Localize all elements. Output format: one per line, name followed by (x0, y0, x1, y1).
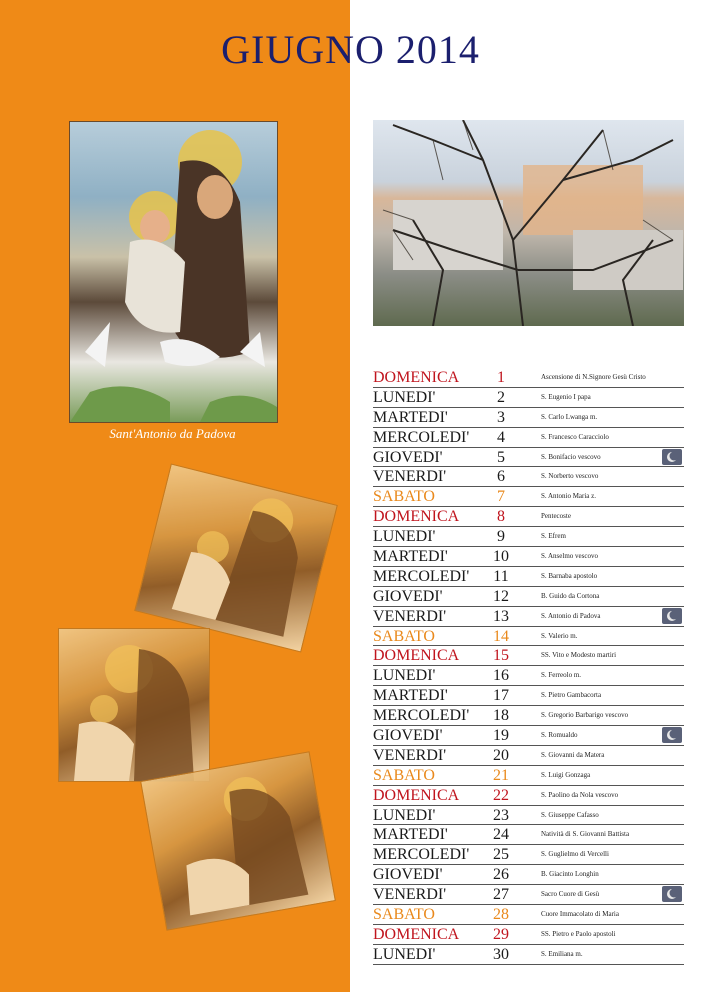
weekday-name: SABATO (373, 627, 435, 645)
saint-name: S. Gregorio Barbarigo vescovo (541, 711, 629, 720)
weekday-name: VENERDI' (373, 468, 447, 486)
calendar-row (373, 448, 684, 468)
saint-name: Pentecoste (541, 512, 571, 521)
weekday-name: LUNEDI' (373, 667, 436, 685)
calendar-row (373, 368, 684, 388)
calendar-row (373, 627, 684, 647)
saint-name: B. Giacinto Longhin (541, 870, 599, 879)
weekday-name: MARTEDI' (373, 687, 448, 705)
weekday-name: DOMENICA (373, 647, 460, 665)
weekday-name: LUNEDI' (373, 806, 436, 824)
calendar-row (373, 527, 684, 547)
calendar-row (373, 607, 684, 627)
saint-name: S. Bonifacio vescovo (541, 452, 601, 461)
day-number: 22 (493, 786, 509, 804)
weekday-name: MARTEDI' (373, 826, 448, 844)
day-number: 17 (493, 687, 509, 705)
weekday-name: SABATO (373, 906, 435, 924)
calendar-row (373, 428, 684, 448)
day-number: 26 (493, 866, 509, 884)
saint-name: S. Eugenio I papa (541, 392, 591, 401)
weekday-name: LUNEDI' (373, 945, 436, 963)
saint-name: S. Francesco Caracciolo (541, 432, 609, 441)
day-number: 29 (493, 925, 509, 943)
saint-name: S. Emiliana m. (541, 949, 583, 958)
calendar-row (373, 408, 684, 428)
day-number: 18 (493, 707, 509, 725)
saint-name: B. Guido da Cortona (541, 591, 600, 600)
calendar-row (373, 686, 684, 706)
town-photo (373, 120, 684, 326)
saint-name: S. Pietro Gambacorta (541, 691, 602, 700)
moon-icon (662, 449, 682, 465)
weekday-name: GIOVEDI' (373, 587, 443, 605)
moon-icon (662, 608, 682, 624)
saint-name: S. Luigi Gonzaga (541, 770, 591, 779)
day-number: 19 (493, 727, 509, 745)
calendar-row (373, 547, 684, 567)
day-number: 27 (493, 886, 509, 904)
weekday-name: GIOVEDI' (373, 866, 443, 884)
saint-name: S. Ferreolo m. (541, 671, 582, 680)
calendar-row (373, 905, 684, 925)
weekday-name: GIOVEDI' (373, 727, 443, 745)
weekday-name: VENERDI' (373, 746, 447, 764)
painting-artwork (70, 122, 277, 422)
saint-name: S. Giuseppe Cafasso (541, 810, 599, 819)
calendar-row (373, 388, 684, 408)
collage-tile-3 (140, 751, 336, 931)
day-number: 23 (493, 806, 509, 824)
calendar-row (373, 587, 684, 607)
weekday-name: MERCOLEDI' (373, 567, 470, 585)
weekday-name: MERCOLEDI' (373, 707, 470, 725)
saint-name: S. Giovanni da Matera (541, 750, 605, 759)
day-number: 28 (493, 906, 509, 924)
calendar-row (373, 885, 684, 905)
calendar-row (373, 806, 684, 826)
day-number: 3 (497, 408, 505, 426)
weekday-name: DOMENICA (373, 925, 460, 943)
day-number: 14 (493, 627, 509, 645)
painting-caption: Sant'Antonio da Padova (109, 426, 236, 441)
weekday-name: MARTEDI' (373, 548, 448, 566)
calendar-row (373, 646, 684, 666)
saint-name: S. Romualdo (541, 731, 578, 740)
day-number: 15 (493, 647, 509, 665)
day-number: 1 (497, 369, 505, 386)
saint-name: S. Valerio m. (541, 631, 578, 640)
saint-name: Sacro Cuore di Gesù (541, 890, 600, 899)
weekday-name: DOMENICA (373, 508, 460, 526)
painting-sant-antonio (69, 121, 278, 423)
collage-artwork-3 (141, 752, 334, 929)
tree-branches-photo (373, 120, 684, 326)
saint-name: Ascensione di N.Signore Gesù Cristo (541, 373, 646, 381)
day-number: 12 (493, 587, 509, 605)
day-number: 10 (493, 548, 509, 566)
saint-name: S. Anselmo vescovo (541, 552, 598, 561)
weekday-name: MERCOLEDI' (373, 428, 470, 446)
day-number: 4 (497, 428, 505, 446)
calendar-row (373, 726, 684, 746)
day-number: 2 (497, 388, 505, 406)
day-number: 6 (497, 468, 505, 486)
calendar-row (373, 746, 684, 766)
day-number: 9 (497, 528, 505, 546)
saint-name: SS. Pietro e Paolo apostoli (541, 929, 616, 938)
calendar-row (373, 487, 684, 507)
collage-tile-2 (58, 628, 210, 782)
calendar-list (373, 368, 684, 965)
day-number: 11 (493, 567, 509, 585)
calendar-row (373, 786, 684, 806)
day-number: 24 (493, 826, 509, 844)
calendar-row (373, 666, 684, 686)
weekday-name: GIOVEDI' (373, 448, 443, 466)
saint-name: Natività di S. Giovanni Battista (541, 830, 630, 839)
weekday-name: DOMENICA (373, 786, 460, 804)
saint-name: S. Paolino da Nola vescovo (541, 790, 619, 799)
day-number: 30 (493, 945, 509, 963)
calendar-row (373, 507, 684, 527)
saint-name: Cuore Immacolato di Maria (541, 910, 619, 919)
weekday-name: VENERDI' (373, 607, 447, 625)
day-number: 16 (493, 667, 509, 685)
collage-artwork-2 (59, 629, 209, 781)
weekday-name: LUNEDI' (373, 528, 436, 546)
day-number: 20 (493, 746, 509, 764)
weekday-name: DOMENICA (373, 369, 460, 386)
calendar-row (373, 865, 684, 885)
day-number: 8 (497, 508, 505, 526)
saint-name: S. Antonio Maria z. (541, 492, 597, 501)
calendar-row (373, 706, 684, 726)
calendar-row (373, 467, 684, 487)
saint-name: S. Antonio di Padova (541, 611, 601, 620)
day-number: 21 (493, 766, 509, 784)
calendar-row (373, 925, 684, 945)
weekday-name: MERCOLEDI' (373, 846, 470, 864)
calendar-row (373, 825, 684, 845)
calendar-row (373, 945, 684, 965)
calendar-row (373, 567, 684, 587)
weekday-name: SABATO (373, 766, 435, 784)
weekday-name: VENERDI' (373, 886, 447, 904)
weekday-name: SABATO (373, 488, 435, 506)
saint-name: S. Guglielmo di Vercelli (541, 850, 609, 859)
weekday-name: MARTEDI' (373, 408, 448, 426)
weekday-name: LUNEDI' (373, 388, 436, 406)
day-number: 7 (497, 488, 505, 506)
saint-name: S. Norberto vescovo (541, 472, 599, 481)
calendar-row (373, 845, 684, 865)
saint-name: S. Barnaba apostolo (541, 571, 598, 580)
page-title: GIUGNO 2014 (221, 27, 480, 72)
saint-name: SS. Vito e Modesto martiri (541, 651, 617, 660)
moon-icon (662, 727, 682, 743)
moon-icon (662, 886, 682, 902)
calendar-row (373, 766, 684, 786)
day-number: 25 (493, 846, 509, 864)
saint-name: S. Carlo Lwanga m. (541, 412, 598, 421)
saint-name: S. Efrem (541, 532, 566, 541)
day-number: 13 (493, 607, 509, 625)
day-number: 5 (497, 448, 505, 466)
